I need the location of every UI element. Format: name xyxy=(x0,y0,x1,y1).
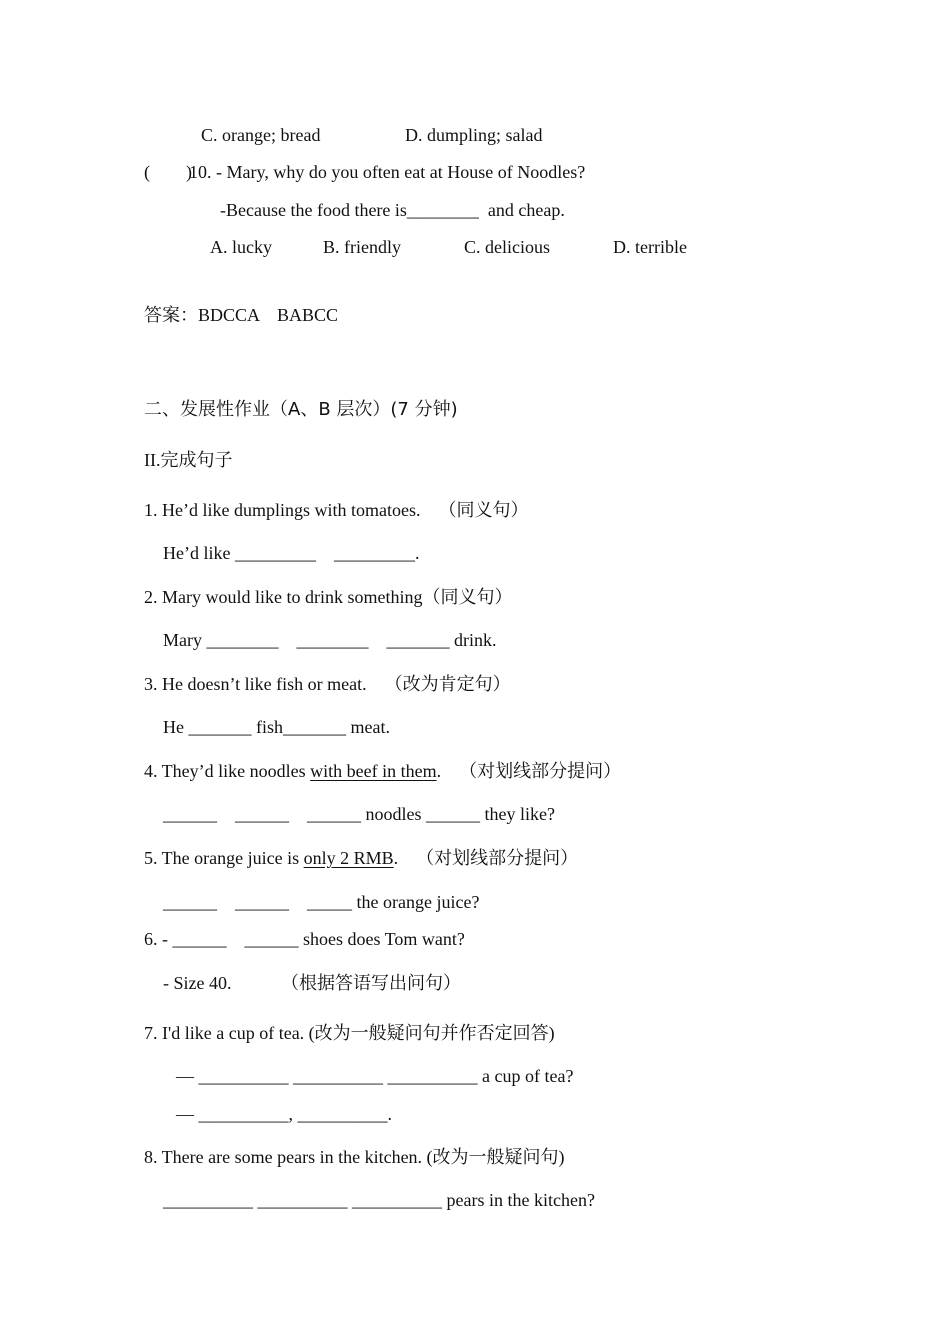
q10-question: 10. - Mary, why do you often eat at House of Noodles? xyxy=(189,162,586,182)
q10-answer-line: -Because the food there is________ and cheap. xyxy=(220,200,565,220)
item-5-question-pre: 5. The orange juice is xyxy=(144,848,304,868)
item-4-question-pre: 4. They’d like noodles xyxy=(144,761,311,781)
item-8-question: 8. There are some pears in the kitchen. (改为一般疑问句) xyxy=(144,1147,565,1167)
q10-option-a: A. lucky xyxy=(210,237,272,257)
item-5-question xyxy=(144,849,578,867)
q9-option-d: D. dumpling; salad xyxy=(405,125,543,145)
item-7-answer-2: — __________, __________. xyxy=(176,1104,392,1124)
item-1-answer: He’d like _________ _________. xyxy=(163,543,420,563)
item-2-answer: Mary ________ ________ _______ drink. xyxy=(163,630,497,650)
q10-option-b: B. friendly xyxy=(323,237,401,257)
item-4-question xyxy=(144,762,621,780)
item-7-answer-1: — __________ __________ __________ a cup of tea? xyxy=(176,1066,574,1086)
section-subtitle: II.完成句子 xyxy=(144,450,233,470)
item-5-answer: ______ ______ _____ the orange juice? xyxy=(163,892,480,912)
q10-answer-paren: ( ) xyxy=(144,162,192,182)
item-2-question: 2. Mary would like to drink something（同义句） xyxy=(144,587,513,607)
q10-option-c: C. delicious xyxy=(464,237,550,257)
q9-option-c: C. orange; bread xyxy=(201,125,321,145)
item-3-answer: He _______ fish_______ meat. xyxy=(163,717,390,737)
item-4-underlined-part: with beef in them xyxy=(310,761,437,781)
item-8-answer: __________ __________ __________ pears in the kitchen? xyxy=(163,1190,595,1210)
item-4-question-post: . （对划线部分提问） xyxy=(436,761,622,781)
item-5-question-post: . （对划线部分提问） xyxy=(393,848,579,868)
section-title: 二、发展性作业（A、B 层次）(7 分钟) xyxy=(144,399,458,420)
item-4-answer: ______ ______ ______ noodles ______ they like? xyxy=(163,804,555,824)
item-5-underlined-part: only 2 RMB xyxy=(303,848,394,868)
item-7-question: 7. I'd like a cup of tea. (改为一般疑问句并作否定回答) xyxy=(144,1023,555,1043)
item-1-question: 1. He’d like dumplings with tomatoes. （同义句） xyxy=(144,500,529,520)
item-6-question: 6. - ______ ______ shoes does Tom want? xyxy=(144,929,465,949)
item-6-answer: - Size 40. （根据答语写出问句） xyxy=(163,973,461,993)
answer-key: 答案：BDCCA BABCC xyxy=(144,305,339,325)
item-3-question: 3. He doesn’t like fish or meat. （改为肯定句） xyxy=(144,674,511,694)
q10-option-d: D. terrible xyxy=(613,237,687,257)
